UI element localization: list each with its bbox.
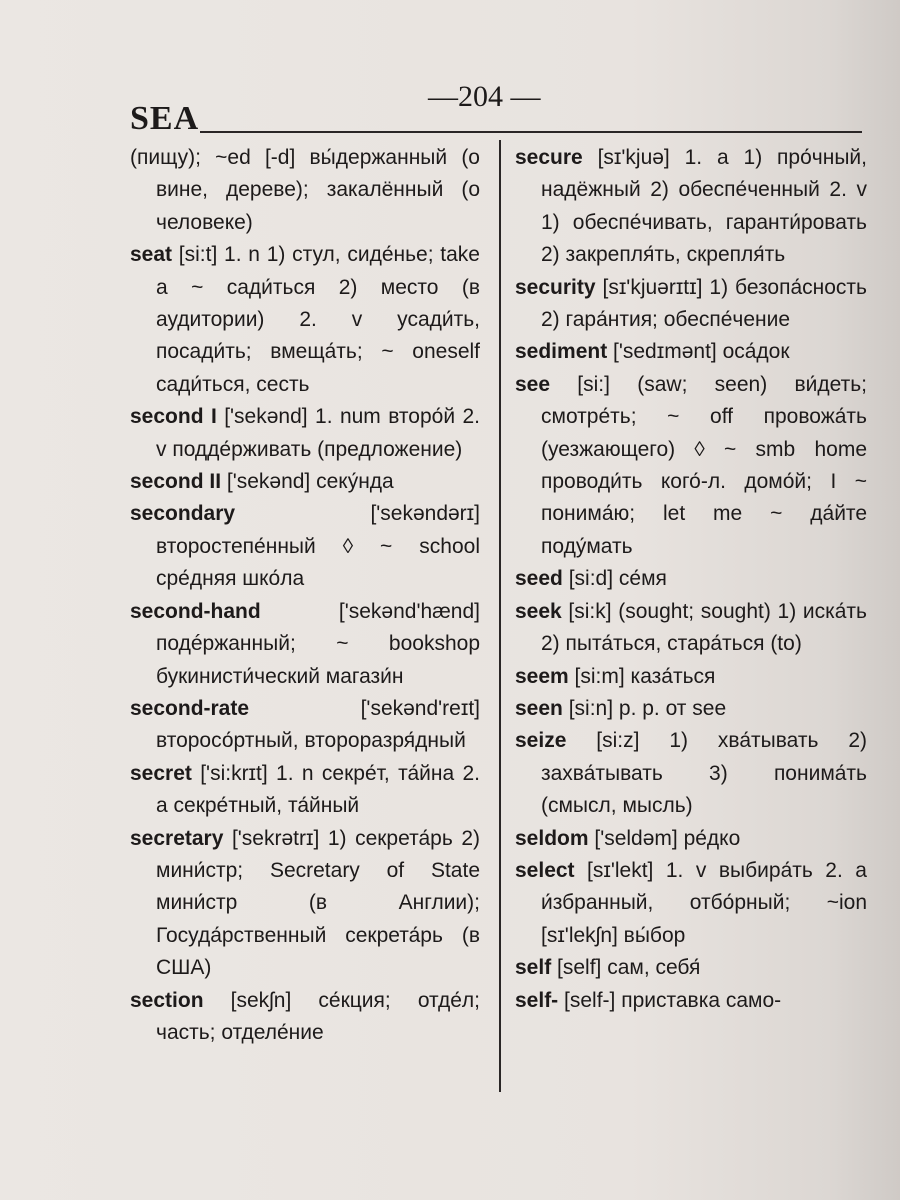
page-number: —204 — (428, 80, 541, 113)
dictionary-entry (515, 725, 867, 822)
dictionary-entry (515, 563, 867, 595)
entry-headword: select (515, 858, 575, 882)
entry-headword: secretary (130, 826, 224, 850)
entry-headword: seize (515, 729, 567, 753)
dictionary-entry (515, 952, 867, 984)
dictionary-entry (515, 661, 867, 693)
dictionary-entry (515, 142, 867, 272)
dictionary-entry (130, 693, 480, 758)
entry-headword: seen (515, 696, 563, 720)
entry-text: [si:n] p. p. от see (562, 696, 727, 720)
entry-text: ['sekəndərɪ] второстепе́нный ◊ ~ school сре́дняя шко́ла (156, 502, 480, 591)
dictionary-entry (515, 272, 867, 337)
entry-headword: secure (515, 146, 583, 169)
entry-text: ['sekənd'hænd] подéржанный; ~ bookshop букинисти́ческий магази́н (156, 599, 480, 688)
entry-headword: seem (515, 664, 569, 688)
dictionary-entry (130, 596, 480, 693)
left-column (130, 142, 480, 1049)
entry-headword: sediment (515, 340, 608, 364)
entry-headword: security (515, 275, 596, 299)
entry-text: [self-] приставка само- (558, 988, 782, 1012)
entry-headword: self (515, 956, 552, 980)
entry-text: ['si:krɪt] 1. n секре́т, та́йна 2. a секре́тный, та́йный (156, 761, 480, 818)
entry-text: ['sekənd'reɪt] второсо́ртный, второразря́дный (156, 696, 480, 753)
dictionary-entry (515, 855, 867, 952)
entry-text: [si:t] 1. n 1) стул, сиде́нье; take a ~ сади́ться 2) место (в аудитории) 2. v усади́ть, посади́ть; вмеща́ть; ~ oneself сади́ться, сесть (156, 243, 480, 396)
running-head: SEA (130, 100, 200, 137)
entry-text: ['sedɪmənt] оса́док (607, 340, 790, 364)
dictionary-entry (515, 596, 867, 661)
entry-text: [sɪ'kjuərɪtɪ] 1) безопа́сность 2) гара́нтия; обеспе́чение (541, 275, 867, 332)
entry-text: [si:k] (sought; sought) 1) иска́ть 2) пыта́ться, стара́ться (to) (541, 599, 867, 656)
entry-text: ['sekənd] секу́нда (221, 470, 394, 494)
dictionary-entry (130, 985, 480, 1050)
entry-text: (пищу); ~ed [-d] вы́держанный (о вине, дереве); закалённый (о человеке) (130, 146, 480, 234)
dictionary-entry (130, 498, 480, 595)
entry-text: [sɪ'kjuə] 1. a 1) про́чный, надёжный 2) обеспе́ченный 2. v 1) обеспе́чивать, гаранти́ровать 2) закрепля́ть, скрепля́ть (541, 146, 867, 267)
dictionary-entry (130, 466, 480, 498)
dictionary-entry (130, 401, 480, 466)
entry-text: [si:d] се́мя (562, 567, 667, 591)
entry-headword: seek (515, 599, 562, 623)
entry-text: ['sekənd] 1. num второ́й 2. v подде́рживать (предложение) (156, 405, 480, 461)
dictionary-entry (130, 142, 480, 239)
entry-headword: second-hand (130, 599, 261, 623)
dictionary-entry (130, 758, 480, 823)
entry-text: [self] сам, себя́ (551, 956, 701, 980)
dictionary-entry (515, 693, 867, 725)
dictionary-entry (515, 823, 867, 855)
entry-headword: second II (130, 470, 222, 494)
entry-headword: secret (130, 761, 192, 785)
entry-text: [si:] (saw; seen) ви́деть; смотре́ть; ~ off провожа́ть (уезжающего) ◊ ~ smb home проводи́ть кого́-л. домо́й; I ~ понима́ю; let me ~ да́йте поду́мать (541, 372, 867, 558)
dictionary-entry (515, 985, 867, 1017)
dictionary-entry (130, 239, 480, 401)
dictionary-entry (515, 336, 867, 368)
entry-headword: second-rate (130, 696, 250, 720)
dictionary-entry (130, 823, 480, 985)
entry-text: ['seldəm] ре́дко (588, 826, 741, 850)
entry-text: [sɪ'lekt] 1. v выбира́ть 2. a и́збранный, отбо́рный; ~ion [sɪ'lekʃn] вы́бор (541, 858, 867, 947)
dictionary-entry (515, 369, 867, 563)
entry-headword: secondary (130, 502, 236, 526)
entry-text: [sekʃn] се́кция; отде́л; часть; отделе́ние (156, 988, 480, 1044)
entry-headword: second I (130, 405, 217, 429)
entry-headword: seat (130, 243, 173, 267)
entry-text: [si:m] каза́ться (568, 664, 716, 688)
right-column (515, 142, 867, 1017)
entry-headword: seldom (515, 826, 589, 850)
column-divider (499, 140, 501, 1092)
entry-headword: section (130, 988, 204, 1012)
entry-headword: self- (515, 988, 559, 1012)
entry-headword: seed (515, 567, 563, 591)
header-rule (200, 131, 862, 133)
entry-text: ['sekrətrɪ] 1) секрета́рь 2) мини́стр; Secretary of State мини́стр (в Англии); Госуда́рственный секрета́рь (в США) (156, 826, 480, 980)
entry-text: [si:z] 1) хва́тывать 2) захва́тывать 3) понима́ть (смысл, мысль) (541, 729, 867, 818)
entry-headword: see (515, 372, 551, 396)
